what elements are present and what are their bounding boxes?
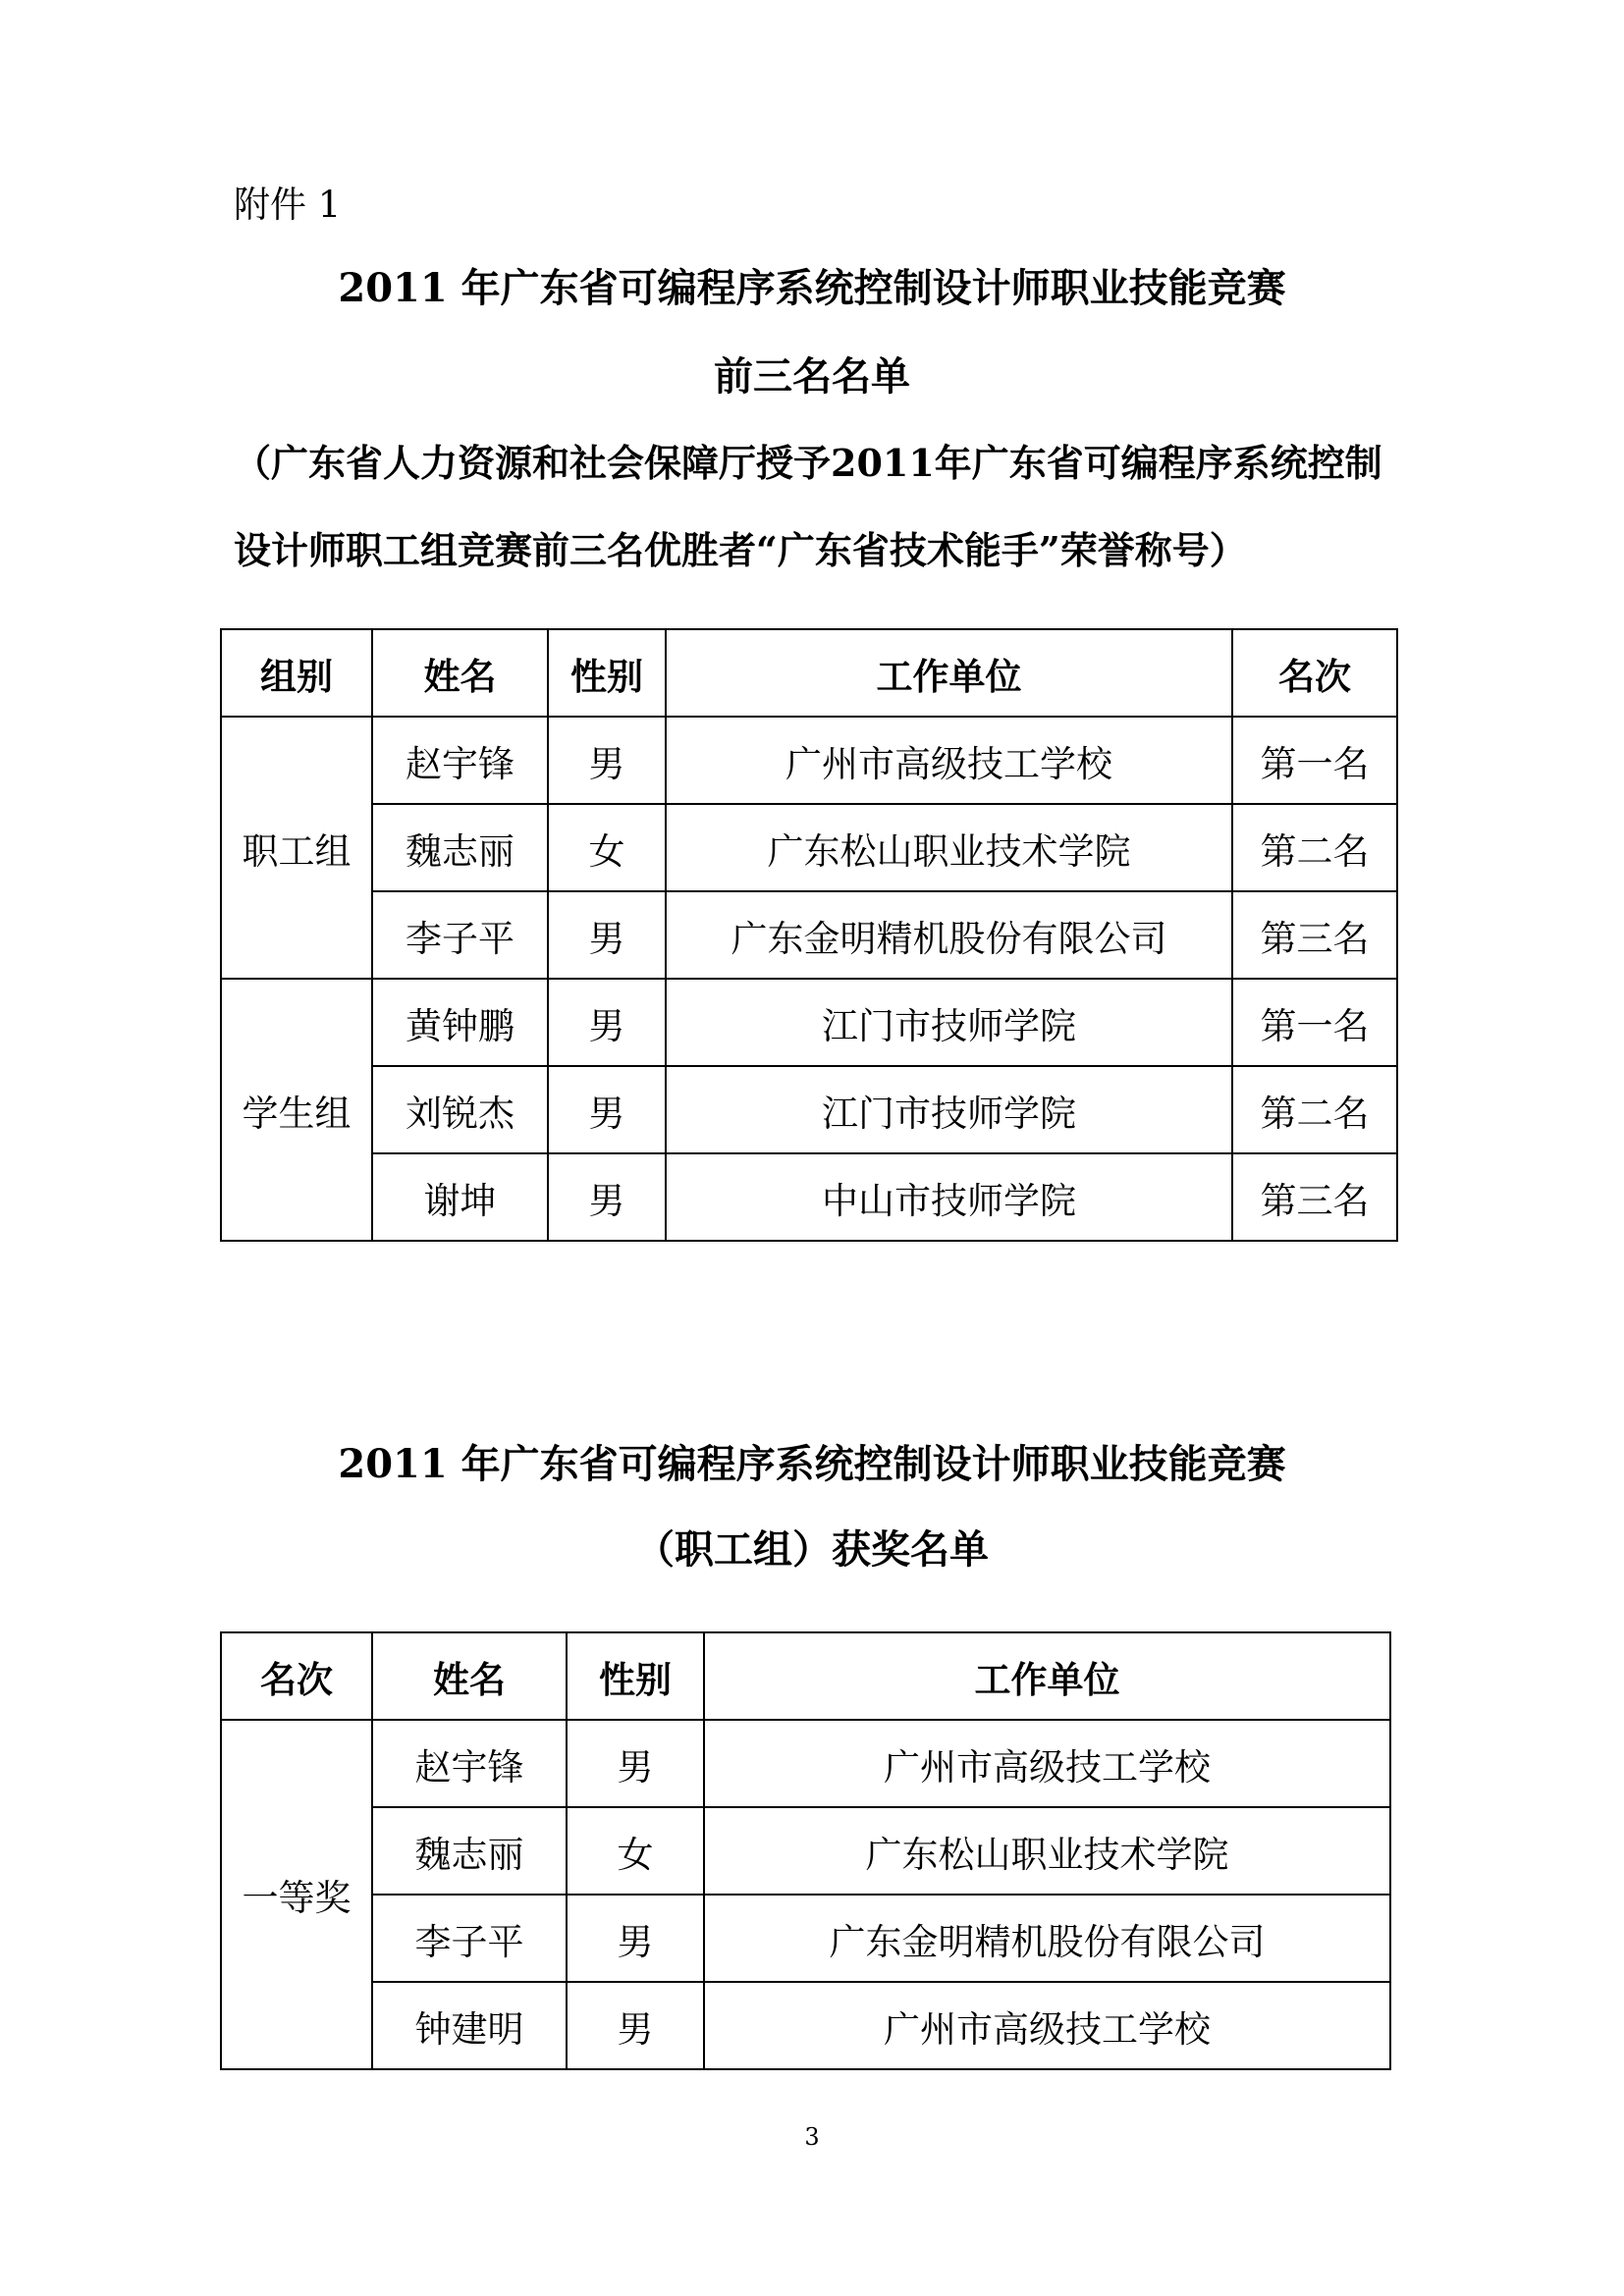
- name-cell: 魏志丽: [372, 1807, 567, 1895]
- name-cell: 赵宇锋: [372, 717, 548, 804]
- section1-note-line1: （广东省人力资源和社会保障厅授予2011年广东省可编程序系统控制: [234, 441, 1382, 485]
- gender-cell: 男: [567, 1720, 704, 1807]
- table-row: [221, 1066, 1397, 1153]
- gender-cell: 男: [548, 717, 666, 804]
- name-cell: 谢坤: [372, 1153, 548, 1241]
- section2-subtitle: （职工组）获奖名单: [635, 1526, 989, 1573]
- table-row: [221, 1153, 1397, 1241]
- gender-cell: 男: [548, 979, 666, 1066]
- table-row: [221, 1982, 1390, 2069]
- table-row: [221, 1720, 1390, 1807]
- name-cell: 黄钟鹏: [372, 979, 548, 1066]
- table-row: [221, 717, 1397, 804]
- unit-cell: 广州市高级技工学校: [666, 717, 1232, 804]
- unit-cell: 广东松山职业技术学院: [666, 804, 1232, 891]
- header-group: 组别: [221, 629, 372, 717]
- header-gender: 性别: [548, 629, 666, 717]
- unit-cell: 广东松山职业技术学院: [704, 1807, 1390, 1895]
- table-row: [221, 1895, 1390, 1982]
- table-header-row: [221, 629, 1397, 717]
- header-award: 名次: [221, 1632, 372, 1720]
- table-row: [221, 979, 1397, 1066]
- attachment-label: 附件 1: [234, 184, 342, 226]
- rank-cell: 第三名: [1232, 891, 1397, 979]
- unit-cell: 广东金明精机股份有限公司: [666, 891, 1232, 979]
- top-three-table: [220, 628, 1398, 1242]
- gender-cell: 男: [548, 1153, 666, 1241]
- table-header-row: [221, 1632, 1390, 1720]
- section1-subtitle: 前三名名单: [714, 353, 910, 400]
- award-list-table: [220, 1631, 1391, 2070]
- section1-title: 2011 年广东省可编程序系统控制设计师职业技能竞赛: [338, 265, 1286, 311]
- name-cell: 李子平: [372, 891, 548, 979]
- header-unit: 工作单位: [666, 629, 1232, 717]
- header-name: 姓名: [372, 1632, 567, 1720]
- gender-cell: 女: [567, 1807, 704, 1895]
- page-number: 3: [804, 2123, 820, 2151]
- name-cell: 钟建明: [372, 1982, 567, 2069]
- name-cell: 赵宇锋: [372, 1720, 567, 1807]
- unit-cell: 广州市高级技工学校: [704, 1982, 1390, 2069]
- group-cell: 学生组: [221, 979, 372, 1241]
- name-cell: 李子平: [372, 1895, 567, 1982]
- award-cell: 一等奖: [221, 1720, 372, 2069]
- gender-cell: 男: [548, 1066, 666, 1153]
- unit-cell: 中山市技师学院: [666, 1153, 1232, 1241]
- header-rank: 名次: [1232, 629, 1397, 717]
- table-row: [221, 804, 1397, 891]
- header-unit: 工作单位: [704, 1632, 1390, 1720]
- name-cell: 刘锐杰: [372, 1066, 548, 1153]
- unit-cell: 广州市高级技工学校: [704, 1720, 1390, 1807]
- gender-cell: 男: [548, 891, 666, 979]
- gender-cell: 女: [548, 804, 666, 891]
- header-name: 姓名: [372, 629, 548, 717]
- unit-cell: 江门市技师学院: [666, 1066, 1232, 1153]
- group-cell: 职工组: [221, 717, 372, 979]
- section2-title: 2011 年广东省可编程序系统控制设计师职业技能竞赛: [338, 1441, 1286, 1487]
- section1-note-line2: 设计师职工组竞赛前三名优胜者“广东省技术能手”荣誉称号）: [234, 528, 1247, 572]
- rank-cell: 第一名: [1232, 717, 1397, 804]
- name-cell: 魏志丽: [372, 804, 548, 891]
- header-gender: 性别: [567, 1632, 704, 1720]
- table-row: [221, 1807, 1390, 1895]
- unit-cell: 广东金明精机股份有限公司: [704, 1895, 1390, 1982]
- rank-cell: 第二名: [1232, 1066, 1397, 1153]
- gender-cell: 男: [567, 1895, 704, 1982]
- table-row: [221, 891, 1397, 979]
- rank-cell: 第二名: [1232, 804, 1397, 891]
- rank-cell: 第三名: [1232, 1153, 1397, 1241]
- unit-cell: 江门市技师学院: [666, 979, 1232, 1066]
- gender-cell: 男: [567, 1982, 704, 2069]
- rank-cell: 第一名: [1232, 979, 1397, 1066]
